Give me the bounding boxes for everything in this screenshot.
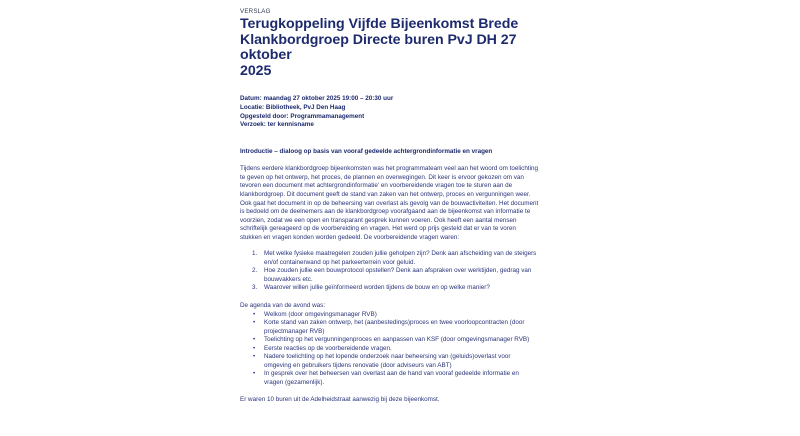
intro-line: voorzien, zodat we een open en transparant gesprek kunnen voeren. Ook heeft een aantal mensen [240,216,517,224]
intro-line: klankbordgroep. Dit document geeft de stand van zaken van het ontwerp, proces en vergunningen weer. [240,190,531,198]
agenda-intro: De agenda van de avond was: [240,302,326,309]
bullet-icon: • [253,344,256,352]
intro-line: is bedoeld om de deelnemers aan de klankbordgroep voorafgaand aan de bijeenkomst van informatie te [240,208,531,216]
agenda-text: omgeving en gebruikers tijdens renovatie (door adviseurs van ABT) [264,361,452,369]
agenda-text: Nadere toelichting op het lopende onderzoek naar beheersing van (geluids)overlast voor [264,353,511,361]
agenda-list [240,311,562,388]
list-number: 2. [252,267,258,275]
title-line: Terugkoppeling Vijfde Bijeenkomst Brede [240,16,519,32]
bullet-icon: • [253,336,256,344]
bullet-icon: • [253,310,256,318]
closing-paragraph: Er waren 10 buren uit de Adelheidstraat aanwezig bij deze bijeenkomst. [240,396,440,404]
agenda-text: In gesprek over het beheersen van overlast aan de hand van vooraf gedeelde informatie en [264,370,519,378]
question-text: Hoe zouden jullie een bouwprotocol opstellen? Denk aan afspraken over werktijden, gedrag van [264,267,532,275]
agenda-item [240,345,562,354]
question-text: Waarover willen jullie geïnformeerd worden tijdens de bouw en op welke manier? [264,284,490,292]
meeting-metadata [240,95,562,129]
agenda-text: vragen (gezamenlijk). [264,378,325,386]
document-page [240,8,562,405]
title-line: 2025 [240,62,272,79]
question-text: bouwvakkers etc. [264,275,313,283]
section-heading-introductie: Introductie – dialoog op basis van vooraf gedeelde achtergrondinformatie en vragen [240,147,493,155]
bullet-icon: • [253,319,256,327]
agenda-item [240,370,562,387]
list-number: 1. [252,250,258,258]
agenda-text: Eerste reacties op de voorbereidende vragen. [264,344,392,352]
meta-author: Opgesteld door: Programmamanagement [240,112,365,120]
list-number: 3. [252,284,258,292]
intro-line: schriftelijk gereageerd op de voorbereiding en vragen. Het werd op prijs gesteld dat er van te voren [240,225,516,233]
intro-line: tevoren een document met achtergrondinformatie' en voorbereidende vragen toe te sturen aan de [240,182,513,190]
question-text: Met welke fysieke maatregelen zouden jullie geholpen zijn? Denk aan afscheiding van de steigers [264,250,537,258]
question-item [240,250,562,267]
meta-date: Datum: maandag 27 oktober 2025 19:00 – 20:30 uur [240,95,394,103]
question-item [240,267,562,284]
agenda-text: projectmanager RVB) [264,327,325,335]
document-type-label: VERSLAG [240,8,271,15]
question-item [240,284,562,293]
question-text: en/of containerwand op het parkeerterrein voor geluid. [264,258,416,266]
intro-line: Tijdens eerdere klankbordgroep bijeenkomsten was het programmateam veel aan het woord om toelichting [240,165,538,173]
agenda-item [240,319,562,336]
document-title [240,17,562,79]
preparatory-questions-list [240,250,562,293]
bullet-icon: • [253,353,256,361]
agenda-text: Korte stand van zaken ontwerp, het (aanbestedings)proces en twee voorloopcontracten (door [264,319,525,327]
intro-line: Ook gaat het document in op de beheersing van overlast als gevolg van de bouwactiviteiten. Het document [240,199,539,207]
agenda-text: Toelichting op het vergunningenproces en aanpassen van KSF (door omgevingsmanager RVB) [264,336,530,344]
agenda-item [240,336,562,345]
intro-line: te geven op het ontwerp, het proces, de plannen en overwegingen. Dit keer is ervoor gekozen om van [240,173,524,181]
title-line: Klankbordgroep Directe buren PvJ DH 27 oktober [240,31,517,64]
intro-paragraph [240,165,562,242]
meta-request: Verzoek: ter kennisname [240,121,314,129]
agenda-item [240,311,562,320]
meta-location: Locatie: Bibliotheek, PvJ Den Haag [240,103,346,111]
agenda-item [240,353,562,370]
agenda-text: Welkom (door omgevingsmanager RVB) [264,310,377,318]
bullet-icon: • [253,370,256,378]
intro-line: stukken en vragen konden worden gedeeld. De voorbereidende vragen waren: [240,233,460,241]
